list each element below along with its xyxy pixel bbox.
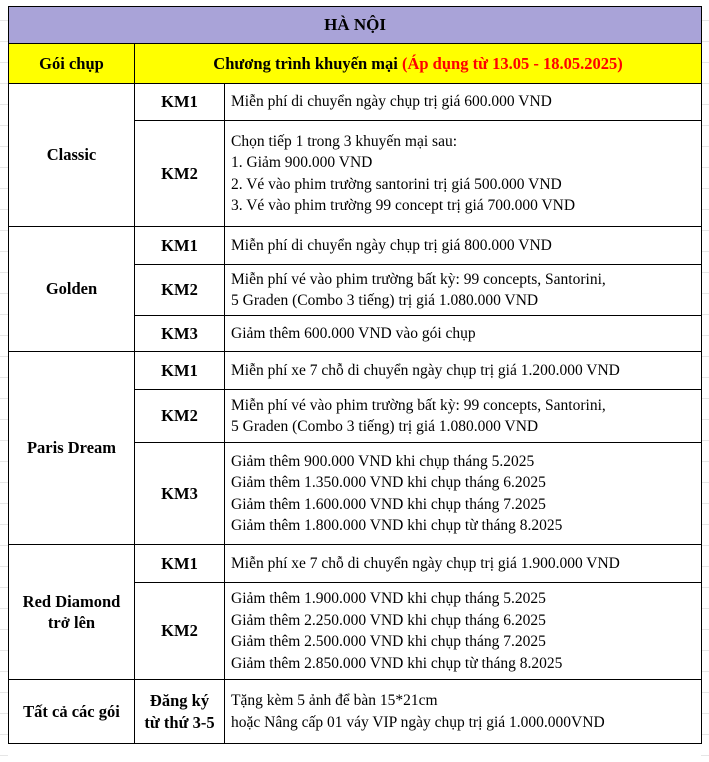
promo-row: [9, 84, 702, 121]
promo-description-line: Giảm thêm 2.250.000 VND khi chụp tháng 6.2025: [231, 611, 546, 629]
promo-code: [135, 227, 225, 265]
promo-row: [9, 352, 702, 390]
header-promotion-dates: (Áp dụng từ 13.05 - 18.05.2025): [401, 53, 623, 73]
promo-description: [225, 316, 702, 352]
package-name-line: Golden: [45, 279, 98, 299]
promo-description-line: Miễn phí vé vào phim trường bất kỳ: 99 concepts, Santorini,: [231, 396, 606, 414]
promo-code: [135, 352, 225, 390]
promo-description-line: 5 Graden (Combo 3 tiếng) trị giá 1.080.000 VND: [231, 292, 539, 309]
promotion-table: [8, 6, 702, 744]
promo-description: [225, 84, 702, 121]
promo-description-line: hoặc Nâng cấp 01 váy VIP ngày chụp trị giá 1.000.000VND: [231, 713, 605, 731]
promo-description-line: Giảm thêm 900.000 VND khi chụp tháng 5.2025: [231, 452, 535, 470]
promo-code-line: KM1: [161, 553, 198, 573]
promo-code-line: KM2: [161, 406, 198, 426]
package-name-line: Tất cả các gói: [23, 701, 120, 721]
promo-description-line: Giảm thêm 2.500.000 VND khi chụp tháng 7.2025: [231, 633, 546, 650]
promo-description: [225, 121, 702, 227]
package-name: [9, 545, 135, 680]
promo-code: [135, 390, 225, 443]
package-name: [9, 680, 135, 744]
promo-description-line: 3. Vé vào phim trường 99 concept trị giá 700.000 VND: [231, 197, 576, 214]
promo-description: [225, 390, 702, 443]
promo-description-line: Giảm thêm 1.900.000 VND khi chụp tháng 5.2025: [231, 590, 546, 607]
promo-code: [135, 316, 225, 352]
package-name: [9, 352, 135, 545]
package-name: [9, 227, 135, 352]
promo-code: [135, 583, 225, 680]
promo-row: [9, 680, 702, 744]
header-row: [9, 44, 702, 84]
package-name-line: trở lên: [47, 613, 96, 632]
region-title: HÀ NỘI: [9, 7, 702, 44]
promo-code: [135, 84, 225, 121]
promo-code-line: KM2: [161, 163, 198, 183]
promo-description-line: Giảm thêm 1.350.000 VND khi chụp tháng 6.2025: [231, 474, 546, 491]
promo-description-line: Giảm thêm 600.000 VND vào gói chụp: [231, 324, 476, 342]
promo-code-line: từ thứ 3-5: [144, 712, 215, 732]
promo-code: [135, 680, 225, 744]
package-name-line: Classic: [46, 145, 97, 165]
promo-description: [225, 545, 702, 583]
promo-description-line: 5 Graden (Combo 3 tiếng) trị giá 1.080.000 VND: [231, 418, 539, 435]
sheet-gridlines-right: [701, 0, 709, 762]
promo-code-line: KM1: [161, 360, 198, 380]
package-name: [9, 84, 135, 227]
promo-description-line: Giảm thêm 1.600.000 VND khi chụp tháng 7.2025: [231, 495, 546, 513]
promo-description: [225, 227, 702, 265]
promo-code-line: Đăng ký: [149, 691, 210, 710]
promo-description: [225, 583, 702, 680]
promo-description-line: Miễn phí di chuyển ngày chụp trị giá 800.000 VND: [231, 236, 552, 254]
header-package: Gói chụp: [9, 44, 135, 84]
promo-code-line: KM2: [161, 621, 198, 641]
sheet-gridlines-left: [0, 0, 8, 762]
promo-description-line: Miễn phí vé vào phim trường bất kỳ: 99 concepts, Santorini,: [231, 270, 606, 288]
promo-code: [135, 265, 225, 316]
promo-description-line: 2. Vé vào phim trường santorini trị giá 500.000 VND: [231, 175, 562, 193]
promo-description: [225, 265, 702, 316]
promo-description-line: Tặng kèm 5 ảnh để bàn 15*21cm: [231, 692, 438, 709]
header-promotion: [135, 44, 702, 84]
promo-description-line: Miễn phí di chuyển ngày chụp trị giá 600.000 VND: [231, 93, 552, 111]
promo-description-line: Giảm thêm 1.800.000 VND khi chụp từ tháng 8.2025: [231, 517, 563, 534]
promo-description: [225, 443, 702, 545]
package-name-line: Paris Dream: [26, 438, 117, 458]
promo-code-line: KM3: [161, 483, 198, 503]
header-promotion-label: Chương trình khuyến mại: [213, 53, 398, 73]
promo-row: [9, 545, 702, 583]
title-row: [9, 7, 702, 44]
promo-code-line: KM3: [161, 323, 198, 343]
promo-code: [135, 121, 225, 227]
promo-description-line: Chọn tiếp 1 trong 3 khuyến mại sau:: [231, 132, 458, 150]
promo-code-line: KM1: [161, 235, 198, 255]
promo-description-line: 1. Giảm 900.000 VND: [231, 154, 373, 171]
promo-description: [225, 352, 702, 390]
promo-description: [225, 680, 702, 744]
promo-code: [135, 443, 225, 545]
promo-code-line: KM1: [161, 92, 198, 112]
promo-description-line: Giảm thêm 2.850.000 VND khi chụp từ tháng 8.2025: [231, 654, 563, 672]
promo-description-line: Miễn phí xe 7 chỗ di chuyển ngày chụp trị giá 1.900.000 VND: [231, 554, 620, 572]
promo-code: [135, 545, 225, 583]
package-name-line: Red Diamond: [22, 591, 121, 611]
promo-description-line: Miễn phí xe 7 chỗ di chuyển ngày chụp trị giá 1.200.000 VND: [231, 361, 620, 379]
promo-row: [9, 227, 702, 265]
promo-code-line: KM2: [161, 280, 198, 300]
